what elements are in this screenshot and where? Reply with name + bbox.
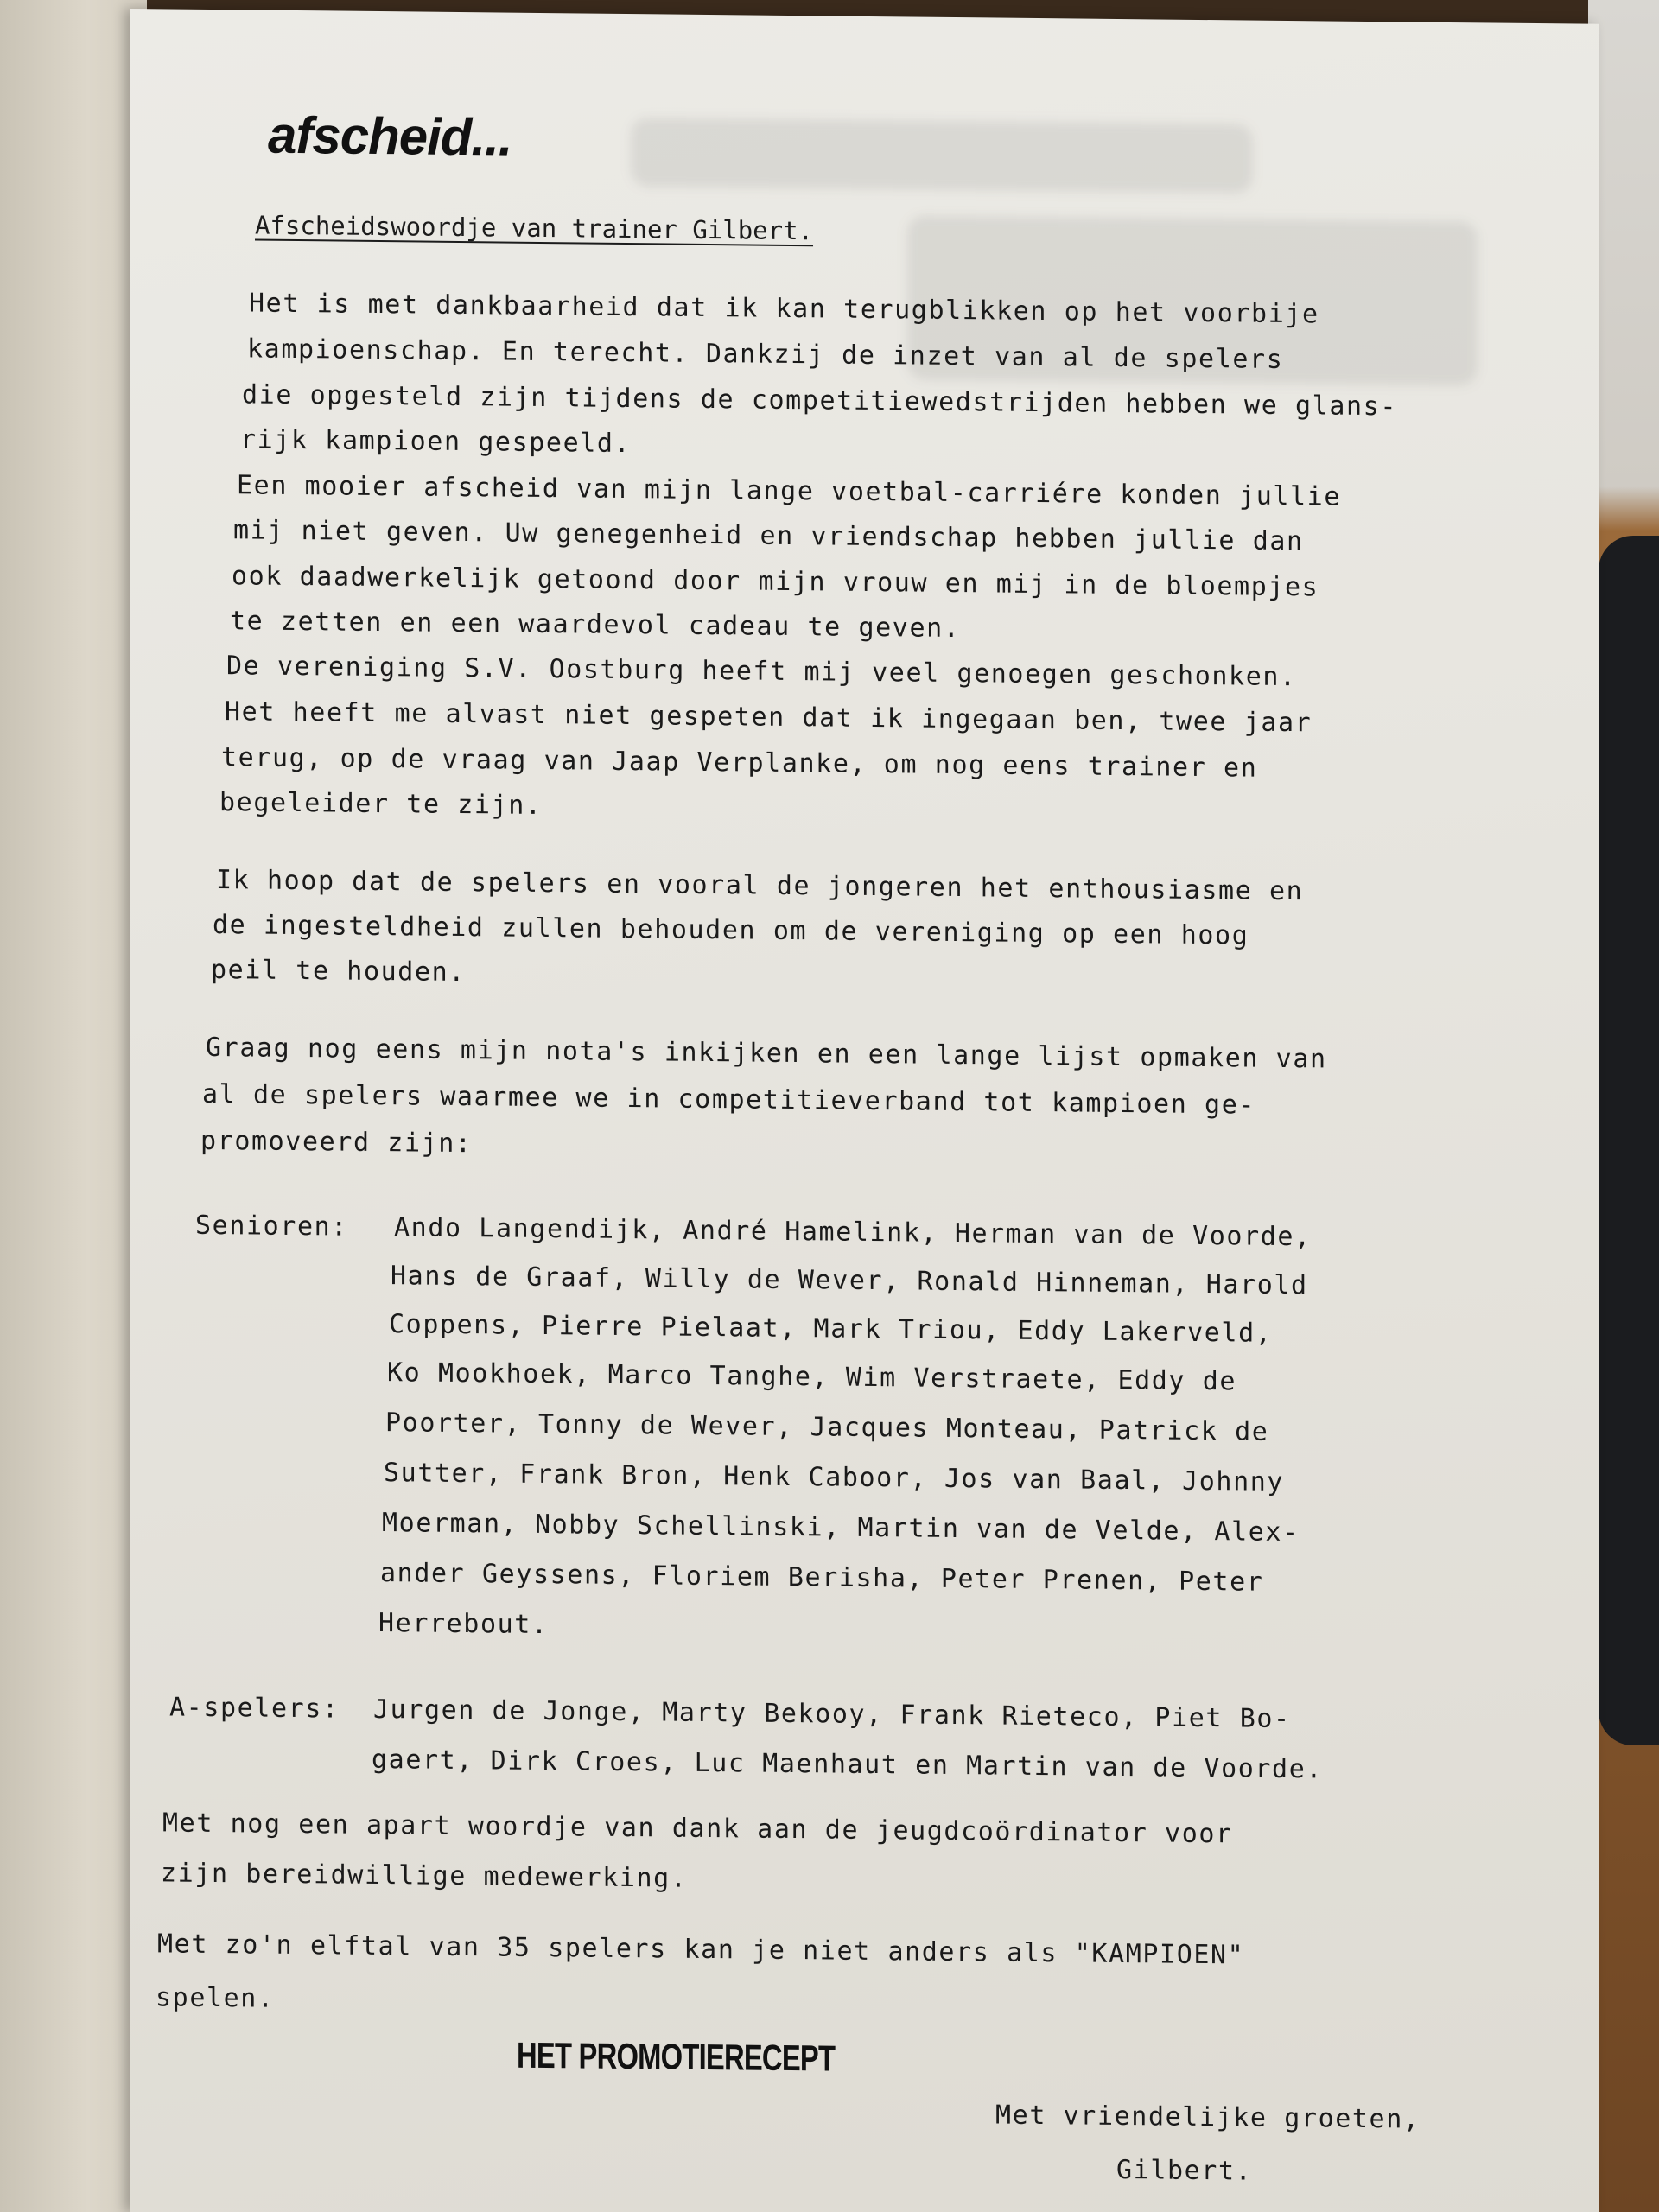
closing-greeting: Met vriendelijke groeten, bbox=[995, 2100, 1421, 2135]
senioren-line: Coppens, Pierre Pielaat, Mark Triou, Eddy Lakerveld, bbox=[389, 1309, 1273, 1349]
text-line: zijn bereidwillige medewerking. bbox=[161, 1858, 688, 1894]
dark-object bbox=[1599, 536, 1659, 1745]
logo-afscheid: afscheid... bbox=[268, 105, 512, 167]
text-line: mij niet geven. Uw genegenheid en vriendschap hebben jullie dan bbox=[233, 515, 1304, 557]
senioren-label: Senioren: bbox=[195, 1210, 348, 1243]
text-line: Het heeft me alvast niet gespeten dat ik ingegaan ben, twee jaar bbox=[225, 696, 1313, 739]
text-line: al de spelers waarmee we in competitieverband tot kampioen ge- bbox=[202, 1078, 1256, 1121]
document-page bbox=[130, 9, 1599, 2212]
senioren-line: Ko Mookhoek, Marco Tanghe, Wim Verstraete, Eddy de bbox=[387, 1357, 1237, 1397]
text-line: kampioenschap. En terecht. Dankzij de inzet van al de spelers bbox=[247, 334, 1284, 375]
text-line: De vereniging S.V. Oostburg heeft mij veel genoegen geschonken. bbox=[226, 651, 1297, 693]
text-line: promoveerd zijn: bbox=[200, 1125, 473, 1160]
senioren-line: Poorter, Tonny de Wever, Jacques Monteau, Patrick de bbox=[385, 1408, 1269, 1447]
text-line: Ik hoop dat de spelers en vooral de jongeren het enthousiasme en bbox=[216, 865, 1304, 907]
text-line: peil te houden. bbox=[211, 954, 466, 988]
aspelers-line: gaert, Dirk Croes, Luc Maenhaut en Martin van de Voorde. bbox=[372, 1744, 1324, 1785]
text-line: begeleider te zijn. bbox=[219, 787, 543, 822]
senioren-line: Herrebout. bbox=[378, 1608, 549, 1641]
text-line: rijk kampioen gespeeld. bbox=[240, 424, 632, 460]
text-line: spelen. bbox=[156, 1982, 275, 2014]
text-line: Graag nog eens mijn nota's inkijken en een lange lijst opmaken van bbox=[206, 1032, 1327, 1075]
page-title: Afscheidswoordje van trainer Gilbert. bbox=[255, 210, 814, 246]
text-line: Een mooier afscheid van mijn lange voetbal-carriére konden jullie bbox=[237, 470, 1341, 512]
bleed-through-smudge bbox=[631, 118, 1253, 194]
promotierecept-stamp: HET PROMOTIERECEPT bbox=[517, 2034, 836, 2079]
text-line: die opgesteld zijn tijdens de competitiewedstrijden hebben we glans- bbox=[242, 379, 1397, 423]
senioren-line: ander Geyssens, Floriem Berisha, Peter Prenen, Peter bbox=[380, 1558, 1264, 1598]
senioren-line: Sutter, Frank Bron, Henk Caboor, Jos van Baal, Johnny bbox=[384, 1458, 1285, 1497]
text-line: ook daadwerkelijk getoond door mijn vrouw en mij in de bloempjes bbox=[232, 561, 1319, 603]
text-line: te zetten en een waardevol cadeau te geven. bbox=[230, 606, 961, 645]
text-line: terug, op de vraag van Jaap Verplanke, om nog eens trainer en bbox=[221, 742, 1258, 784]
underlying-page bbox=[0, 0, 147, 2212]
text-line: de ingesteldheid zullen behouden om de vereniging op een hoog bbox=[213, 910, 1249, 951]
closing-name: Gilbert. bbox=[1116, 2154, 1253, 2187]
text-line: Met nog een apart woordje van dank aan de jeugdcoördinator voor bbox=[162, 1808, 1233, 1850]
senioren-line: Moerman, Nobby Schellinski, Martin van de Velde, Alex- bbox=[382, 1508, 1300, 1548]
aspelers-label: A-spelers: bbox=[169, 1692, 340, 1725]
text-line: Met zo'n elftal van 35 spelers kan je niet anders als "KAMPIOEN" bbox=[157, 1929, 1245, 1971]
senioren-line: Hans de Graaf, Willy de Wever, Ronald Hinneman, Harold bbox=[391, 1261, 1308, 1301]
aspelers-line: Jurgen de Jonge, Marty Bekooy, Frank Rieteco, Piet Bo- bbox=[373, 1694, 1291, 1735]
senioren-line: Ando Langendijk, André Hamelink, Herman van de Voorde, bbox=[394, 1212, 1312, 1253]
text-line: Het is met dankbaarheid dat ik kan terugblikken op het voorbije bbox=[249, 288, 1319, 330]
